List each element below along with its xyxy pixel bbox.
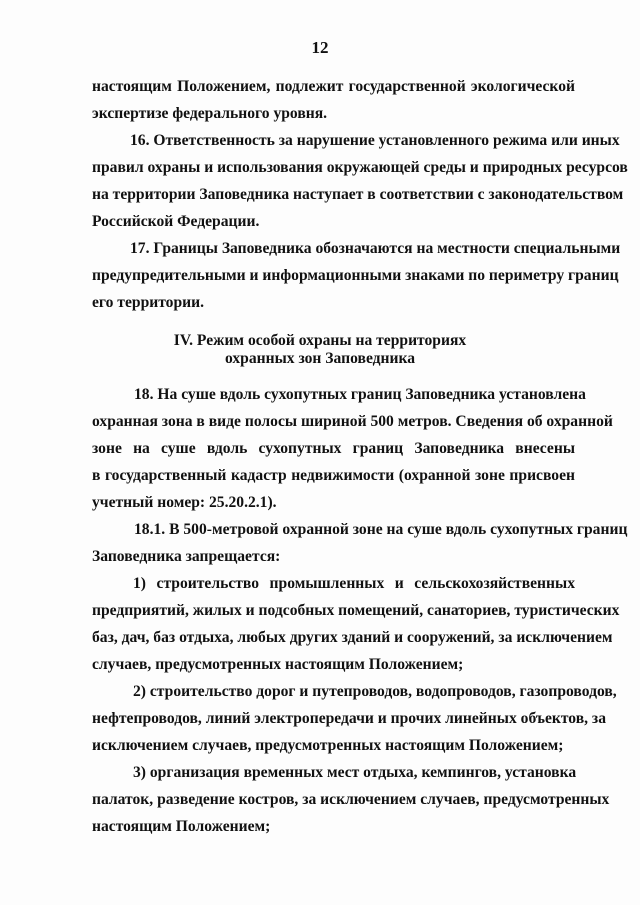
page-number: 12	[311, 38, 329, 57]
text-line: палаток, разведение костров, за исключением случаев, предусмотренных	[92, 791, 610, 808]
list-item-3-line: 3) организация временных мест отдыха, кемпингов, установка	[133, 764, 577, 781]
text-line: в государственный кадастр недвижимости (охранной зоне присвоен	[92, 467, 575, 484]
text-line: предприятий, жилых и подсобных помещений, санаториев, туристических	[92, 602, 620, 619]
text-line: его территории.	[92, 294, 205, 311]
text-line: баз, дач, баз отдыха, любых других зданий и сооружений, за исключением	[92, 629, 613, 646]
text-line: Заповедника запрещается:	[92, 548, 281, 565]
text-line: на территории Заповедника наступает в соответствии с законодательством	[92, 186, 624, 203]
text-line: охранная зона в виде полосы шириной 500 метров. Сведения об охранной	[92, 413, 613, 430]
text-line: настоящим Положением;	[92, 818, 271, 835]
text-line: нефтепроводов, линий электропередачи и прочих линейных объектов, за	[92, 710, 606, 727]
paragraph-16-line: 16. Ответственность за нарушение установленного режима или иных	[130, 132, 620, 149]
text-line: случаев, предусмотренных настоящим Положением;	[92, 656, 464, 673]
text-line: исключением случаев, предусмотренных настоящим Положением;	[92, 737, 564, 754]
paragraph-18-line: 18. На суше вдоль сухопутных границ Заповедника установлена	[134, 386, 586, 403]
text-line: экспертизе федерального уровня.	[92, 105, 328, 122]
section-heading-line-2: охранных зон Заповедника	[224, 350, 416, 367]
text-line: настоящим Положением, подлежит государственной экологической	[92, 78, 575, 95]
section-heading-line-1: IV. Режим особой охраны на территориях	[173, 332, 467, 349]
text-line: Российской Федерации.	[92, 213, 260, 230]
list-item-1-line: 1) строительство промышленных и сельскохозяйственных	[133, 575, 575, 592]
text-line: зоне на суше вдоль сухопутных границ Заповедника внесены	[92, 440, 575, 457]
text-line: правил охраны и использования окружающей среды и природных ресурсов	[92, 159, 628, 176]
paragraph-18-1-line: 18.1. В 500-метровой охранной зоне на суше вдоль сухопутных границ	[134, 521, 628, 538]
paragraph-17-line: 17. Границы Заповедника обозначаются на местности специальными	[130, 240, 621, 257]
text-line: предупредительными и информационными знаками по периметру границ	[92, 267, 619, 284]
list-item-2-line: 2) строительство дорог и путепроводов, водопроводов, газопроводов,	[133, 683, 617, 700]
text-line: учетный номер: 25.20.2.1).	[92, 494, 277, 511]
